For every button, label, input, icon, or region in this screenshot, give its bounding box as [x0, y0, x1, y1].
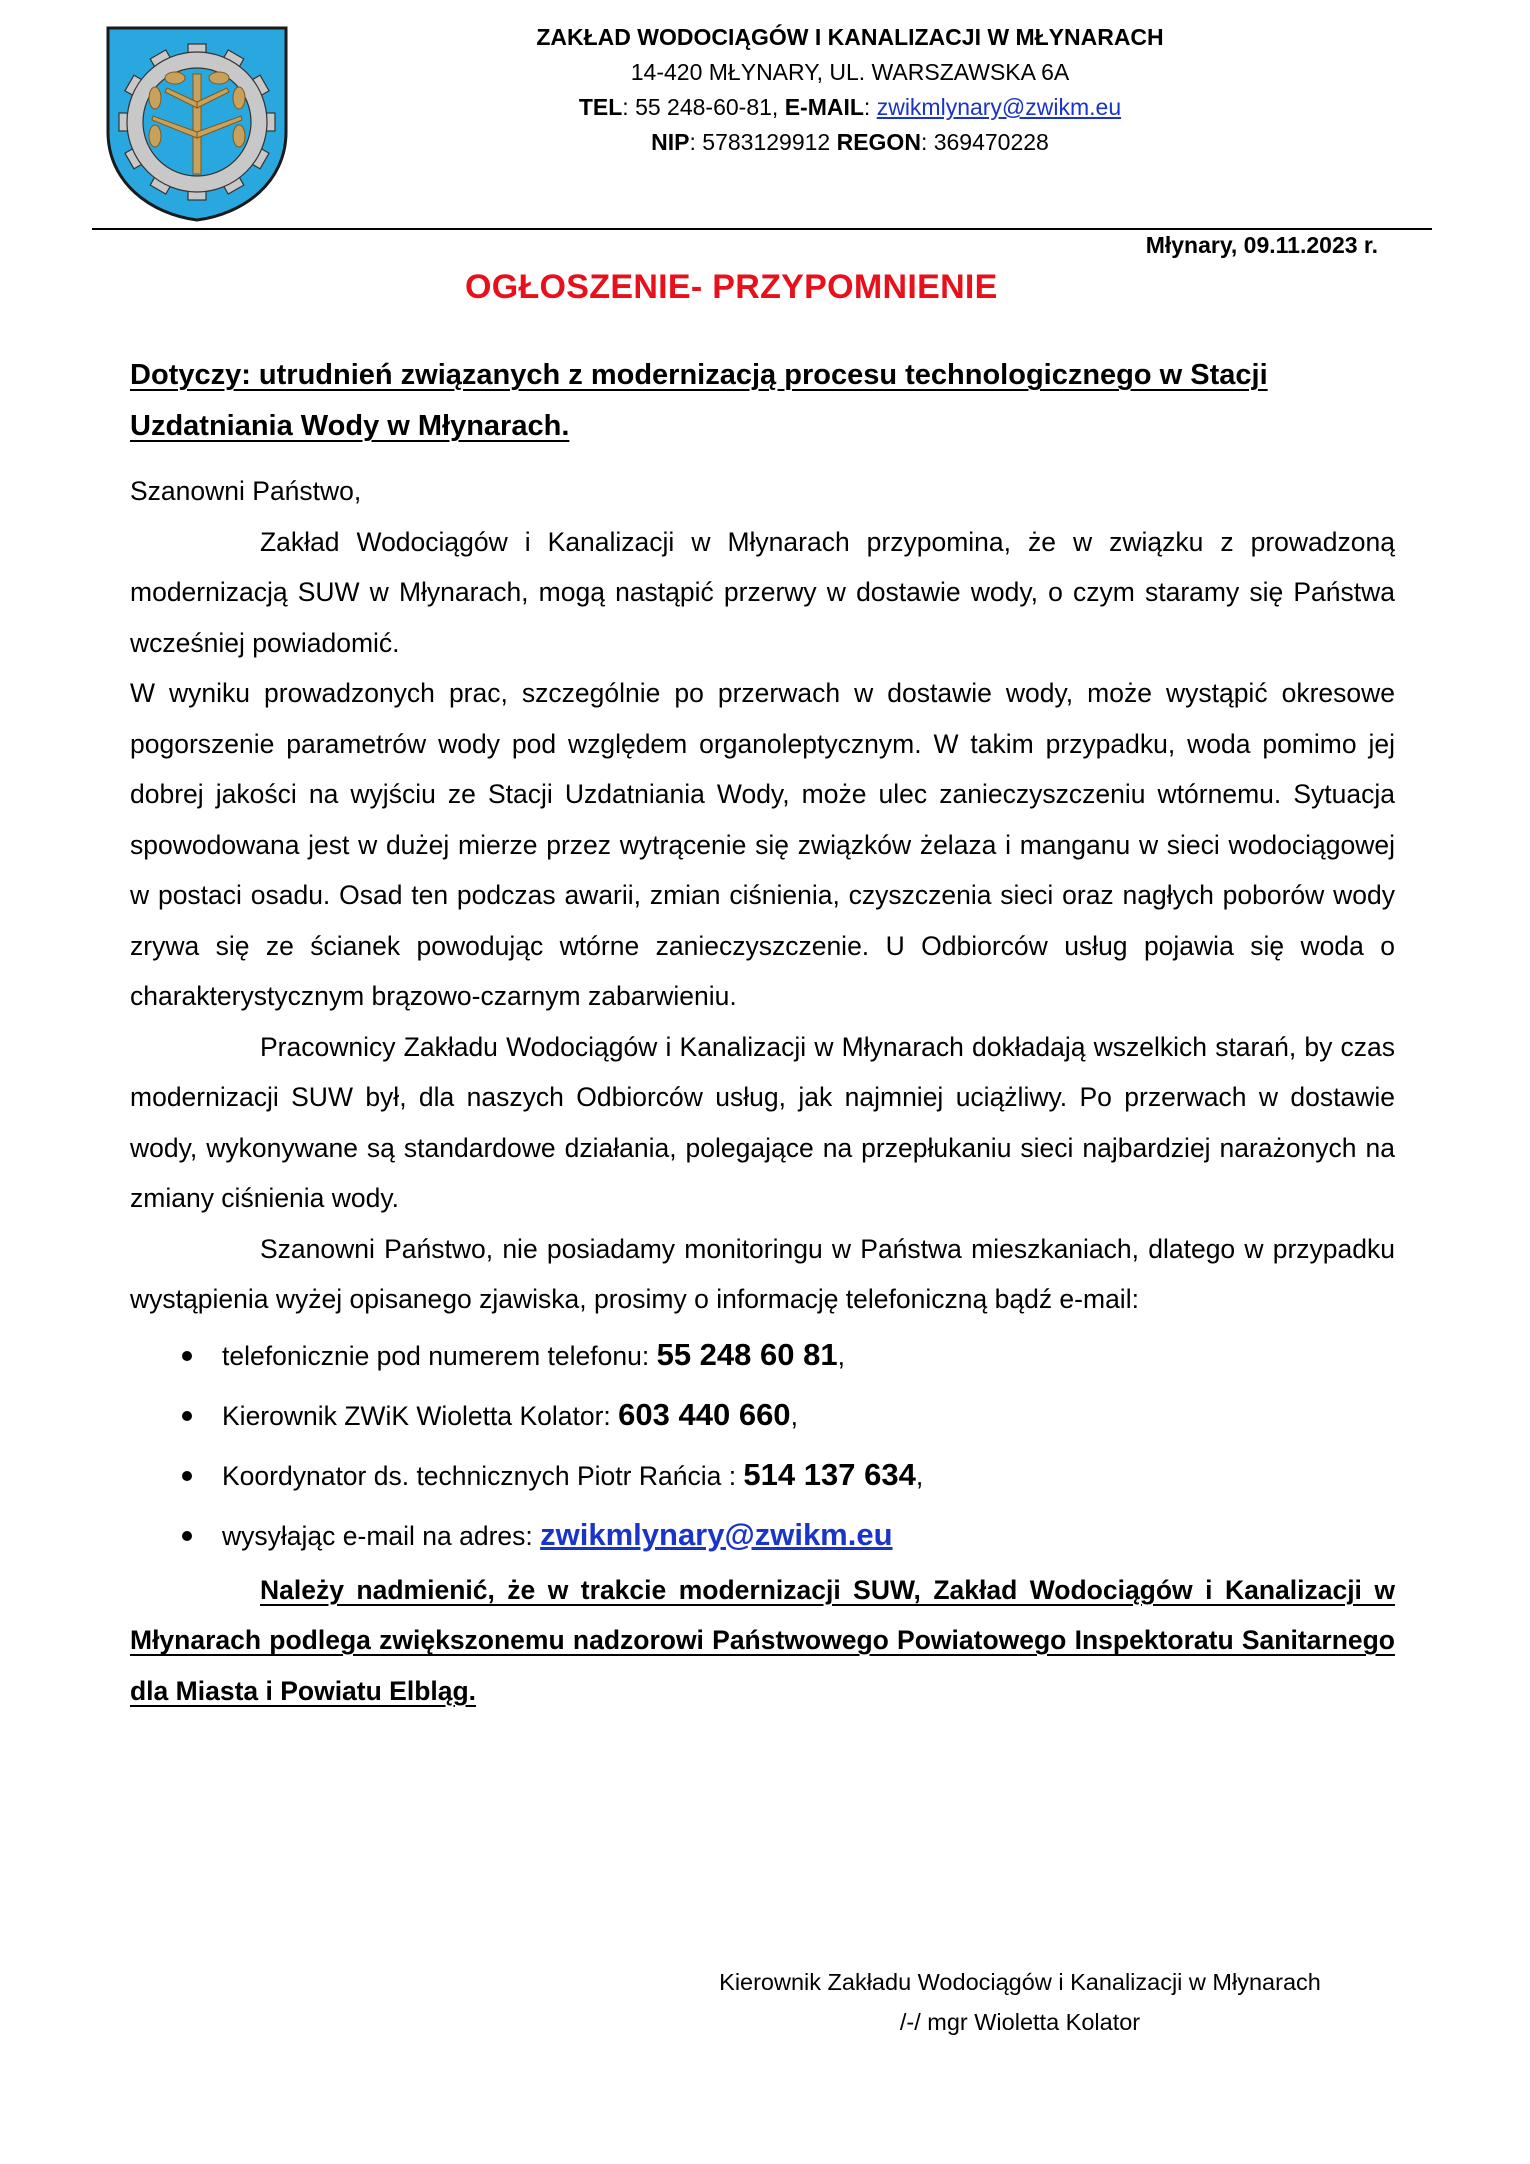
bullet-icon — [182, 1411, 192, 1421]
signature-block — [640, 1962, 1400, 2042]
paragraph-1: Zakład Wodociągów i Kanalizacji w Młynarach przypomina, że w związku z prowadzoną modernizacją SUW w Młynarach, mogą nastąpić przerwy w dostawie wody, o czym staramy się Państwa wcześniej powiadomić. — [130, 526, 1395, 658]
paragraph-2: W wyniku prowadzonych prac, szczególnie po przerwach w dostawie wody, może wystąpić okresowe pogorszenie parametrów wody pod względem organoleptycznym. W takim przypadku, woda pomimo jej dobrej jakości na wyjściu ze Stacji Uzdatniania Wody, może ulec zanieczyszczeniu wtórnemu. Sytuacja spowodowana jest w dużej mierze przez wytrącenie się związków żelaza i manganu w sieci wodociągowej w postaci osadu. Osad ten podczas awarii, zmian ciśnienia, czyszczenia sieci oraz nagłych poborów wody zrywa się ze ścianek powodując wtórne zanieczyszczenie. U Odbiorców usług pojawia się woda o charakterystycznym brązowo-czarnym zabarwieniu. — [130, 678, 1395, 1011]
email-link[interactable]: zwikmlynary@zwikm.eu — [876, 94, 1122, 120]
paragraph-4: Szanowni Państwo, nie posiadamy monitoringu w Państwa mieszkaniach, dlatego w przypadku wystąpienia wyżej opisanego zjawiska, prosimy o informację telefoniczną bądź e-mail: — [130, 1233, 1395, 1314]
org-address: 14-420 MŁYNARY, UL. WARSZAWSKA 6A — [630, 59, 1070, 85]
contact-label: Kierownik ZWiK Wioletta Kolator: — [222, 1400, 619, 1431]
contact-suffix: , — [790, 1400, 798, 1431]
org-name: ZAKŁAD WODOCIĄGÓW I KANALIZACJI W MŁYNARACH — [536, 24, 1164, 50]
org-contact-line — [470, 90, 1230, 125]
contact-item-phone — [130, 1325, 1395, 1385]
letterhead — [470, 20, 1230, 160]
document-title: OGŁOSZENIE- PRZYPOMNIENIE — [465, 268, 998, 306]
contact-label: telefonicznie pod numerem telefonu: — [222, 1340, 657, 1371]
coat-of-arms-icon — [104, 22, 290, 224]
contact-suffix: , — [915, 1460, 924, 1491]
contact-item-manager — [130, 1385, 1395, 1445]
nip-label: NIP — [651, 129, 690, 155]
signature-name: /-/ mgr Wioletta Kolator — [899, 2009, 1141, 2035]
tel-label: TEL — [578, 94, 623, 120]
supervision-notice: Należy nadmienić, że w trakcie modernizacji SUW, Zakład Wodociągów i Kanalizacji w Młynarach podlega zwiększonemu nadzorowi Państwowego Powiatowego Inspektoratu Sanitarnego dla Miasta i Powiatu Elbląg. — [130, 1574, 1395, 1706]
contact-suffix: , — [837, 1340, 845, 1371]
document-date: Młynary, 09.11.2023 r. — [1145, 232, 1378, 258]
email-label: E-MAIL — [784, 94, 864, 120]
contact-phone: 514 137 634 — [743, 1456, 916, 1492]
bullet-icon — [182, 1531, 192, 1541]
contact-item-coordinator — [130, 1445, 1395, 1505]
contact-phone: 603 440 660 — [618, 1396, 791, 1432]
paragraph-3: Pracownicy Zakładu Wodociągów i Kanalizacji w Młynarach dokładają wszelkich starań, by czas modernizacji SUW był, dla naszych Odbiorców usług, jak najmniej uciążliwy. Po przerwach w dostawie wody, wykonywane są standardowe działania, polegające na przepłukaniu sieci najbardziej narażonych na zmiany ciśnienia wody. — [130, 1031, 1395, 1213]
contact-label: wysyłając e-mail na adres: — [222, 1520, 541, 1551]
signature-role: Kierownik Zakładu Wodociągów i Kanalizacji w Młynarach — [719, 1969, 1321, 1995]
nip-value: : 5783129912 — [689, 129, 837, 155]
contact-list — [130, 1325, 1395, 1565]
contact-phone: 55 248 60 81 — [656, 1336, 838, 1372]
bullet-icon — [182, 1471, 192, 1481]
regon-value: : 369470228 — [920, 129, 1049, 155]
tel-value: : 55 248-60-81, — [622, 94, 785, 120]
contact-email-link[interactable]: zwikmlynary@zwikm.eu — [540, 1516, 893, 1552]
document-subject: Dotyczy: utrudnień związanych z modernizacją procesu technologicznego w Stacji Uzdatniania Wody w Młynarach. — [130, 359, 1268, 442]
contact-label: Koordynator ds. technicznych Piotr Rańcia : — [222, 1460, 744, 1491]
document-body — [130, 466, 1395, 1716]
header-divider — [92, 228, 1432, 230]
greeting: Szanowni Państwo, — [130, 476, 362, 506]
regon-label: REGON — [836, 129, 921, 155]
org-ids-line — [470, 125, 1230, 160]
contact-item-email — [130, 1505, 1395, 1565]
email-separator: : — [863, 94, 877, 120]
bullet-icon — [182, 1351, 192, 1361]
